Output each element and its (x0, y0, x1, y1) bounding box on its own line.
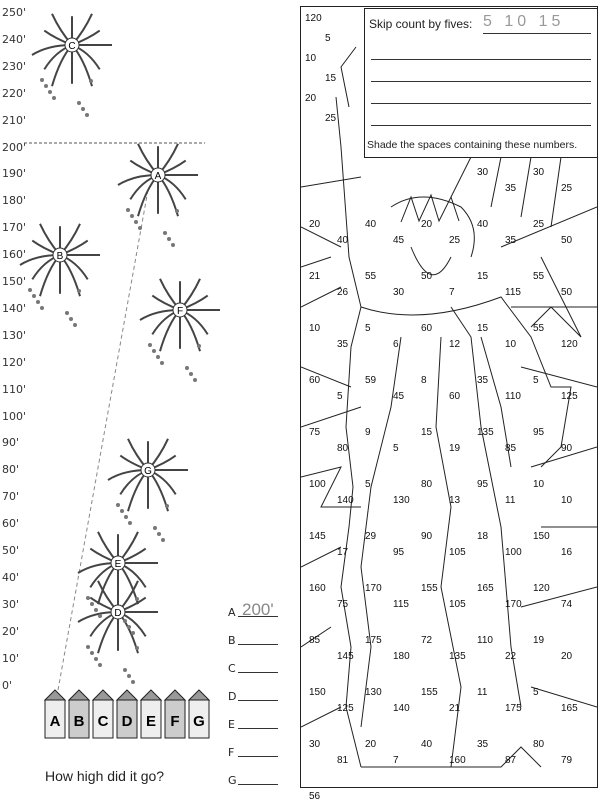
height-tick: 80' (2, 463, 20, 477)
puzzle-number[interactable]: 105 (449, 599, 466, 610)
puzzle-number[interactable]: 40 (421, 739, 433, 750)
answer-letter: G (228, 774, 237, 787)
puzzle-number[interactable]: 135 (449, 651, 466, 662)
fireworks-art (0, 0, 300, 793)
rocket-label: B (73, 713, 85, 730)
puzzle-number[interactable]: 155 (421, 583, 438, 594)
puzzle-number[interactable]: 55 (533, 323, 545, 334)
puzzle-number[interactable]: 30 (393, 287, 405, 298)
puzzle-number[interactable]: 135 (477, 427, 494, 438)
firework-label: F (176, 306, 184, 317)
puzzle-number[interactable]: 10 (505, 339, 517, 350)
puzzle-number[interactable]: 81 (337, 755, 349, 766)
skip-footer: Shade the spaces containing these numbers. (367, 139, 578, 151)
puzzle-number[interactable]: 10 (309, 323, 321, 334)
puzzle-number[interactable]: 19 (533, 635, 545, 646)
puzzle-number[interactable]: 50 (561, 287, 573, 298)
answer-blank[interactable] (238, 644, 278, 645)
puzzle-number[interactable]: 26 (337, 287, 349, 298)
puzzle-number[interactable]: 85 (309, 635, 321, 646)
puzzle-number[interactable]: 155 (421, 687, 438, 698)
answer-blank[interactable] (238, 756, 278, 757)
firework-f (140, 279, 220, 382)
height-tick: 230' (2, 59, 27, 73)
puzzle-number[interactable]: 95 (477, 479, 489, 490)
answer-blank[interactable] (238, 700, 278, 701)
puzzle-number[interactable]: 59 (365, 375, 377, 386)
firework-label: G (144, 466, 152, 477)
puzzle-number[interactable]: 125 (561, 391, 578, 402)
rocket-a (45, 690, 65, 738)
firework-g (108, 439, 188, 542)
puzzle-number[interactable]: 160 (449, 755, 466, 766)
puzzle-number[interactable]: 80 (421, 479, 433, 490)
puzzle-number[interactable]: 165 (477, 583, 494, 594)
puzzle-number[interactable]: 87 (505, 755, 517, 766)
puzzle-number[interactable]: 25 (325, 113, 337, 124)
puzzle-number[interactable]: 5 (325, 33, 331, 44)
puzzle-number[interactable]: 7 (449, 287, 455, 298)
puzzle-number[interactable]: 30 (533, 167, 545, 178)
puzzle-number[interactable]: 40 (477, 219, 489, 230)
height-tick: 190' (2, 167, 27, 181)
firework-c (32, 14, 112, 117)
puzzle-number[interactable]: 120 (305, 13, 322, 24)
height-tick: 110' (2, 382, 27, 396)
answer-letter: A (228, 606, 236, 619)
firework-label: B (56, 251, 64, 262)
height-tick: 220' (2, 86, 27, 100)
puzzle-number[interactable]: 145 (337, 651, 354, 662)
height-tick: 240' (2, 32, 27, 46)
puzzle-number[interactable]: 145 (309, 531, 326, 542)
rocket-c (93, 690, 113, 738)
puzzle-number[interactable]: 35 (505, 235, 517, 246)
puzzle-number[interactable]: 9 (365, 427, 371, 438)
puzzle-number[interactable]: 19 (449, 443, 461, 454)
puzzle-number[interactable]: 45 (393, 391, 405, 402)
answer-value: 200' (242, 600, 274, 619)
height-tick: 140' (2, 301, 27, 315)
puzzle-number[interactable]: 5 (337, 391, 343, 402)
puzzle-number[interactable]: 105 (449, 547, 466, 558)
puzzle-number[interactable]: 15 (477, 323, 489, 334)
puzzle-number[interactable]: 35 (477, 739, 489, 750)
puzzle-number[interactable]: 5 (365, 479, 371, 490)
rocket-label: D (121, 713, 133, 730)
puzzle-number[interactable]: 75 (309, 427, 321, 438)
puzzle-number[interactable]: 130 (393, 495, 410, 506)
rocket-label: F (170, 713, 180, 730)
skip-title: Skip count by fives: (369, 17, 473, 31)
answer-blank[interactable] (238, 728, 278, 729)
height-tick: 210' (2, 113, 27, 127)
puzzle-number[interactable]: 20 (421, 219, 433, 230)
puzzle-number[interactable]: 120 (533, 583, 550, 594)
puzzle-number[interactable]: 20 (561, 651, 573, 662)
puzzle-number[interactable]: 75 (337, 599, 349, 610)
puzzle-number[interactable]: 100 (309, 479, 326, 490)
puzzle-number[interactable]: 170 (365, 583, 382, 594)
puzzle-number[interactable]: 125 (337, 703, 354, 714)
puzzle-number[interactable]: 7 (393, 755, 399, 766)
puzzle-number[interactable]: 10 (561, 495, 573, 506)
height-tick: 180' (2, 194, 27, 208)
answer-blank[interactable] (238, 784, 278, 785)
puzzle-number[interactable]: 60 (421, 323, 433, 334)
puzzle-number[interactable]: 72 (421, 635, 433, 646)
answer-blank[interactable] (238, 672, 278, 673)
puzzle-number[interactable]: 55 (365, 271, 377, 282)
rocket-d (117, 690, 137, 738)
rocket-f (165, 690, 185, 738)
puzzle-number[interactable]: 150 (533, 531, 550, 542)
puzzle-number[interactable]: 40 (337, 235, 349, 246)
answer-letter: B (228, 634, 236, 647)
puzzle-number[interactable]: 170 (505, 599, 522, 610)
puzzle-number[interactable]: 5 (393, 443, 399, 454)
firework-a (118, 144, 198, 247)
puzzle-number[interactable]: 16 (561, 547, 573, 558)
puzzle-number[interactable]: 150 (309, 687, 326, 698)
answer-letter: F (228, 746, 235, 759)
puzzle-number[interactable]: 60 (309, 375, 321, 386)
puzzle-number[interactable]: 5 (365, 323, 371, 334)
height-tick: 170' (2, 221, 27, 235)
rocket-label: C (97, 713, 109, 730)
rocket-e (141, 690, 161, 738)
puzzle-number[interactable]: 95 (533, 427, 545, 438)
puzzle-number[interactable]: 13 (449, 495, 461, 506)
caption: How high did it go? (45, 768, 165, 784)
puzzle-number[interactable]: 17 (337, 547, 349, 558)
puzzle-number[interactable]: 11 (505, 495, 516, 506)
puzzle-number[interactable]: 56 (309, 791, 321, 802)
puzzle-number[interactable]: 6 (393, 339, 399, 350)
firework-label: E (114, 559, 122, 570)
skip-count-box (364, 8, 598, 158)
puzzle-number[interactable]: 18 (477, 531, 489, 542)
rocket-label: A (49, 713, 61, 730)
puzzle-number[interactable]: 115 (505, 287, 521, 298)
puzzle-number[interactable]: 79 (561, 755, 573, 766)
height-tick: 250' (2, 6, 27, 19)
puzzle-number[interactable]: 110 (477, 635, 493, 646)
puzzle-number[interactable]: 10 (305, 53, 317, 64)
puzzle-number[interactable]: 175 (505, 703, 522, 714)
rocket-trail (58, 190, 148, 690)
firework-label: A (154, 171, 162, 182)
puzzle-number[interactable]: 5 (533, 687, 539, 698)
puzzle-number[interactable]: 35 (337, 339, 349, 350)
puzzle-number[interactable]: 20 (305, 93, 317, 104)
puzzle-number[interactable]: 95 (393, 547, 405, 558)
height-tick: 70' (2, 490, 20, 504)
puzzle-number[interactable]: 90 (421, 531, 433, 542)
height-tick: 0' (2, 678, 13, 692)
puzzle-number[interactable]: 90 (561, 443, 573, 454)
puzzle-number[interactable]: 175 (365, 635, 382, 646)
puzzle-number[interactable]: 21 (309, 271, 321, 282)
puzzle-number[interactable]: 30 (477, 167, 489, 178)
answer-letter: E (228, 718, 235, 731)
puzzle-number[interactable]: 21 (449, 703, 461, 714)
puzzle-number[interactable]: 80 (337, 443, 349, 454)
puzzle-number[interactable]: 11 (477, 687, 488, 698)
puzzle-number[interactable]: 60 (449, 391, 461, 402)
puzzle-number[interactable]: 130 (365, 687, 382, 698)
puzzle-number[interactable]: 50 (561, 235, 573, 246)
puzzle-number[interactable]: 15 (421, 427, 433, 438)
puzzle-number[interactable]: 45 (393, 235, 405, 246)
skip-examples: 5 10 15 (483, 13, 565, 30)
height-tick: 60' (2, 517, 20, 531)
puzzle-number[interactable]: 10 (533, 479, 545, 490)
puzzle-number[interactable]: 115 (393, 599, 409, 610)
height-tick: 100' (2, 409, 27, 423)
puzzle-number[interactable]: 20 (309, 219, 321, 230)
puzzle-number[interactable]: 165 (561, 703, 578, 714)
puzzle-number[interactable]: 160 (309, 583, 326, 594)
puzzle-number[interactable]: 50 (421, 271, 433, 282)
puzzle-number[interactable]: 35 (505, 183, 517, 194)
height-tick: 90' (2, 436, 20, 450)
height-tick: 20' (2, 624, 20, 638)
puzzle-number[interactable]: 15 (325, 73, 337, 84)
firework-b (20, 224, 100, 327)
puzzle-number[interactable]: 8 (421, 375, 427, 386)
height-tick: 120' (2, 355, 27, 369)
puzzle-number[interactable]: 29 (365, 531, 377, 542)
puzzle-number[interactable]: 180 (393, 651, 410, 662)
puzzle-number[interactable]: 110 (505, 391, 521, 402)
puzzle-number[interactable]: 12 (449, 339, 461, 350)
rocket-label: G (193, 713, 205, 730)
puzzle-number[interactable]: 15 (477, 271, 489, 282)
puzzle-number[interactable]: 22 (505, 651, 517, 662)
puzzle-number[interactable]: 80 (533, 739, 545, 750)
height-tick: 150' (2, 275, 27, 288)
puzzle-number[interactable]: 25 (533, 219, 545, 230)
puzzle-number[interactable]: 74 (561, 599, 573, 610)
height-tick: 10' (2, 651, 20, 665)
puzzle-number[interactable]: 85 (505, 443, 517, 454)
puzzle-number[interactable]: 140 (337, 495, 354, 506)
height-tick: 160' (2, 248, 27, 262)
puzzle-number[interactable]: 40 (365, 219, 377, 230)
answer-letter: D (228, 690, 237, 703)
puzzle-number[interactable]: 25 (449, 235, 461, 246)
puzzle-number[interactable]: 100 (505, 547, 522, 558)
height-tick: 30' (2, 597, 20, 611)
firework-label: D (114, 608, 122, 619)
puzzle-number[interactable]: 20 (365, 739, 377, 750)
rocket-g (189, 690, 209, 738)
puzzle-number[interactable]: 55 (533, 271, 545, 282)
puzzle-number[interactable]: 120 (561, 339, 578, 350)
rocket-b (69, 690, 89, 738)
puzzle-number[interactable]: 30 (309, 739, 321, 750)
puzzle-number[interactable]: 5 (533, 375, 539, 386)
height-tick: 130' (2, 328, 27, 342)
firework-label: C (68, 41, 76, 52)
rocket-label: E (145, 713, 157, 730)
height-tick: 40' (2, 570, 20, 584)
puzzle-number[interactable]: 140 (393, 703, 410, 714)
puzzle-number[interactable]: 35 (477, 375, 489, 386)
answer-letter: C (228, 662, 236, 675)
height-tick: 50' (2, 544, 20, 557)
puzzle-number[interactable]: 25 (561, 183, 573, 194)
height-tick: 200' (2, 140, 27, 154)
